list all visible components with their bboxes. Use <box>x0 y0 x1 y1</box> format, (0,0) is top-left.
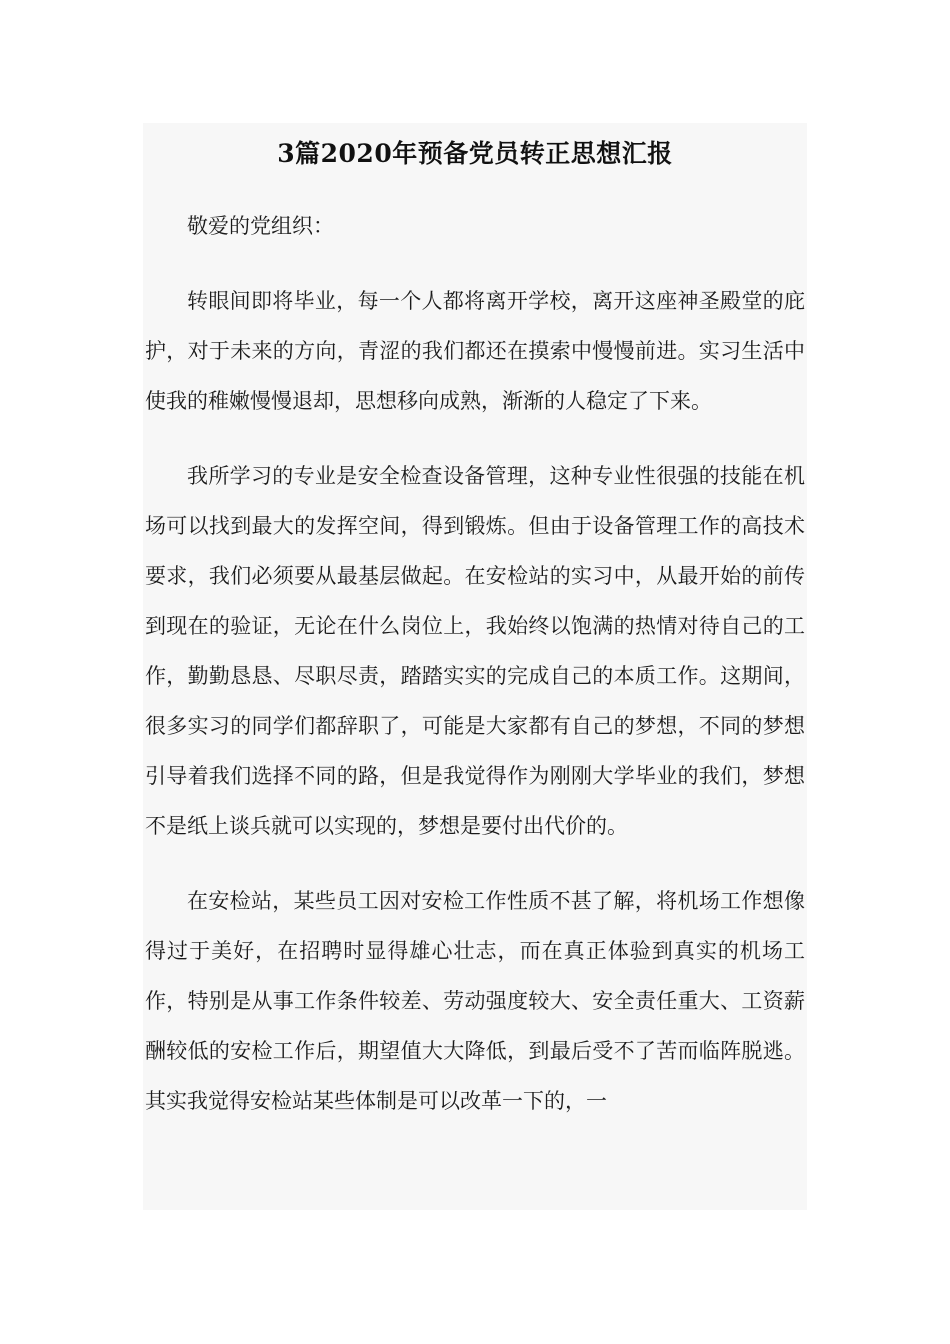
paragraph-2: 我所学习的专业是安全检查设备管理，这种专业性很强的技能在机场可以找到最大的发挥空间，得到锻炼。但由于设备管理工作的高技术要求，我们必须要从最基层做起。在安检站的实习中，从最开始的前传到现在的验证，无论在什么岗位上，我始终以饱满的热情对待自己的工作，勤勤恳恳、尽职尽责，踏踏实实的完成自己的本质工作。这期间，很多实习的同学们都辞职了，可能是大家都有自己的梦想，不同的梦想引导着我们选择不同的路，但是我觉得作为刚刚大学毕业的我们，梦想不是纸上谈兵就可以实现的，梦想是要付出代价的。 <box>145 464 805 838</box>
document-title: 3篇2020年预备党员转正思想汇报 <box>277 139 673 168</box>
document-page <box>143 123 807 1210</box>
paragraph-3: 在安检站，某些员工因对安检工作性质不甚了解，将机场工作想像得过于美好，在招聘时显得雄心壮志，而在真正体验到真实的机场工作，特别是从事工作条件较差、劳动强度较大、安全责任重大、工资薪酬较低的安检工作后，期望值大大降低，到最后受不了苦而临阵脱逃。其实我觉得安检站某些体制是可以改革一下的，一 <box>145 889 805 1113</box>
salutation: 敬爱的党组织： <box>187 214 334 238</box>
document-body <box>145 201 805 1151</box>
paragraph-1: 转眼间即将毕业，每一个人都将离开学校，离开这座神圣殿堂的庇护，对于未来的方向，青涩的我们都还在摸索中慢慢前进。实习生活中使我的稚嫩慢慢退却，思想移向成熟，渐渐的人稳定了下来。 <box>145 289 805 413</box>
